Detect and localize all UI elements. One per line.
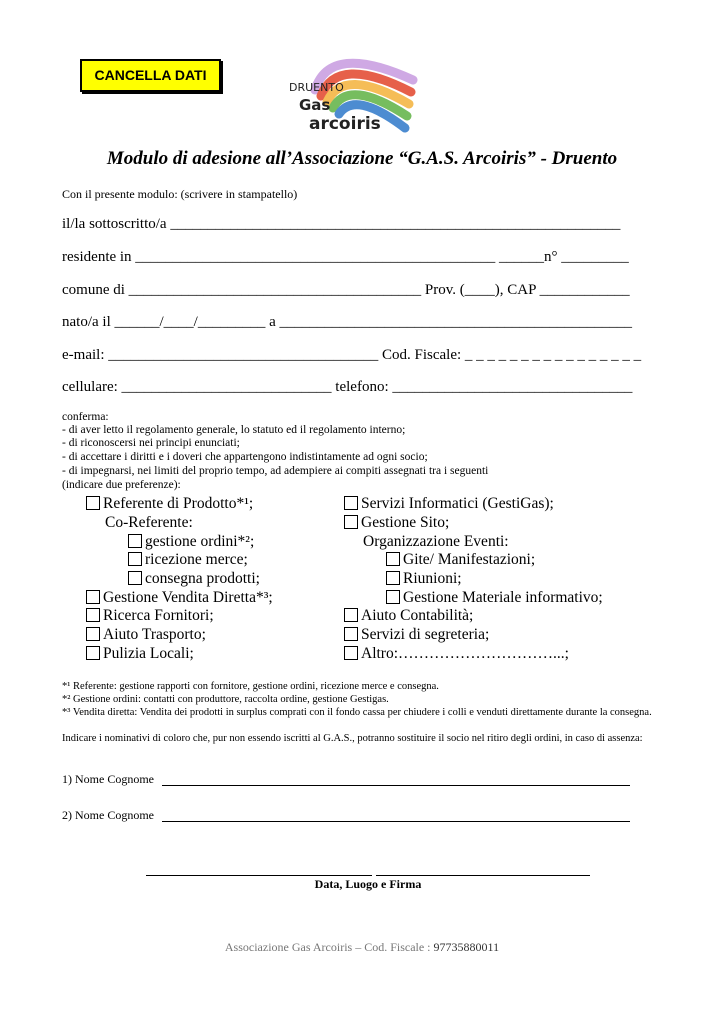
footer-text: Associazione Gas Arcoiris – Cod. Fiscale : 97735880011 [224,940,500,954]
confirm-item: - di riconoscersi nei principi enunciati; [62,437,240,449]
note-referente: *¹ Referente: gestione rapporti con fornitore, gestione ordini, ricezione merce e consegna. [62,681,439,692]
logo-gas-text: Gas [299,96,331,114]
substitute-1-label: 1) Nome Cognome [62,772,154,786]
note-substitutes: Indicare i nominativi di coloro che, pur non essendo iscritti al G.A.S., potranno sostituire il socio nel ritiro degli ordini, in caso di assenza: [62,733,643,744]
pref-gestione-sito: Gestione Sito; [344,513,449,532]
pref-gite: Gite/ Manifestazioni; [386,550,535,569]
pref-vendita-diretta: Gestione Vendita Diretta*³; [86,588,273,607]
pref-segreteria-checkbox[interactable] [344,627,358,641]
pref-eventi-label: Organizzazione Eventi: [363,533,509,550]
pref-ricerca-fornitori-checkbox[interactable] [86,608,100,622]
pref-aiuto-trasporto-checkbox[interactable] [86,627,100,641]
pref-aiuto-contabilita: Aiuto Contabilità; [344,606,473,625]
pref-riunioni: Riunioni; [386,569,462,588]
substitute-2-label: 2) Nome Cognome [62,808,154,822]
field-email-fiscal-code[interactable]: e-mail: ____________________________________ Cod. Fiscale: _ _ _ _ _ _ _ _ _ _ _ _ _ _ _ _ [62,347,642,363]
pref-materiale-informativo: Gestione Materiale informativo; [386,588,603,607]
signature-label: Data, Luogo e Firma [314,877,422,891]
form-title: Modulo di adesione all’Associazione “G.A.S. Arcoiris” - Druento [106,148,618,169]
pref-servizi-informatici-checkbox[interactable] [344,496,358,510]
intro-text: Con il presente modulo: (scrivere in stampatello) [62,187,298,201]
pref-aiuto-trasporto: Aiuto Trasporto; [86,625,206,644]
confirm-heading: conferma: [62,411,109,423]
pref-segreteria: Servizi di segreteria; [344,625,489,644]
field-name[interactable]: il/la sottoscritto/a ____________________________________________________________ [62,216,621,232]
pref-materiale-informativo-checkbox[interactable] [386,590,400,604]
pref-pulizia-locali: Pulizia Locali; [86,644,194,663]
footer-fiscal-code: 97735880011 [433,940,500,954]
pref-ricezione-merce: ricezione merce; [128,550,248,569]
pref-referente-checkbox[interactable] [86,496,100,510]
field-phones[interactable]: cellulare: ____________________________ telefono: ________________________________ [62,379,633,395]
pref-altro-checkbox[interactable] [344,646,358,660]
note-gestione-ordini: *² Gestione ordini: contatti con produttore, raccolta ordine, gestione Gestigas. [62,694,389,705]
substitute-2-line[interactable] [162,821,630,822]
confirm-item: - di accettare i diritti e i doveri che appartengono indistintamente ad ogni socio; [62,451,428,463]
field-residence[interactable]: residente in ________________________________________________ ______n° _________ [62,249,629,265]
pref-riunioni-checkbox[interactable] [386,571,400,585]
pref-altro: Altro:…………………………...; [344,644,569,663]
pref-servizi-informatici: Servizi Informatici (GestiGas); [344,494,554,513]
substitute-1-line[interactable] [162,785,630,786]
logo-town-text: DRUENTO [289,81,344,94]
pref-ricezione-merce-checkbox[interactable] [128,552,142,566]
signature-line-left[interactable] [146,875,372,876]
pref-coreferente-label: Co-Referente: [105,514,193,531]
pref-aiuto-contabilita-checkbox[interactable] [344,608,358,622]
pref-gestione-ordini-checkbox[interactable] [128,534,142,548]
pref-pulizia-locali-checkbox[interactable] [86,646,100,660]
cancel-data-button[interactable]: CANCELLA DATI [80,59,221,92]
pref-referente: Referente di Prodotto*¹; [86,494,253,513]
pref-gite-checkbox[interactable] [386,552,400,566]
pref-consegna-prodotti: consegna prodotti; [128,569,260,588]
pref-vendita-diretta-checkbox[interactable] [86,590,100,604]
gas-arcoiris-logo [285,28,425,140]
confirm-item: - di impegnarsi, nei limiti del proprio tempo, ad adempiere ai compiti assegnati tra i seguenti [62,465,489,477]
pref-ricerca-fornitori: Ricerca Fornitori; [86,606,214,625]
field-city[interactable]: comune di _______________________________________ Prov. (____), CAP ____________ [62,282,630,298]
pref-consegna-prodotti-checkbox[interactable] [128,571,142,585]
note-vendita-diretta: *³ Vendita diretta: Vendita dei prodotti in surplus comprati con il fondo cassa per chiudere i colli e venduti direttamente durante la consegna. [62,707,652,718]
confirm-item: (indicare due preferenze): [62,479,181,491]
field-birth[interactable]: nato/a il ______/____/_________ a _______________________________________________ [62,314,632,330]
logo-arcoiris-text: arcoiris [309,114,381,134]
pref-gestione-sito-checkbox[interactable] [344,515,358,529]
signature-line-right[interactable] [376,875,590,876]
confirm-item: - di aver letto il regolamento generale, lo statuto ed il regolamento interno; [62,424,406,436]
pref-gestione-ordini: gestione ordini*²; [128,532,254,551]
